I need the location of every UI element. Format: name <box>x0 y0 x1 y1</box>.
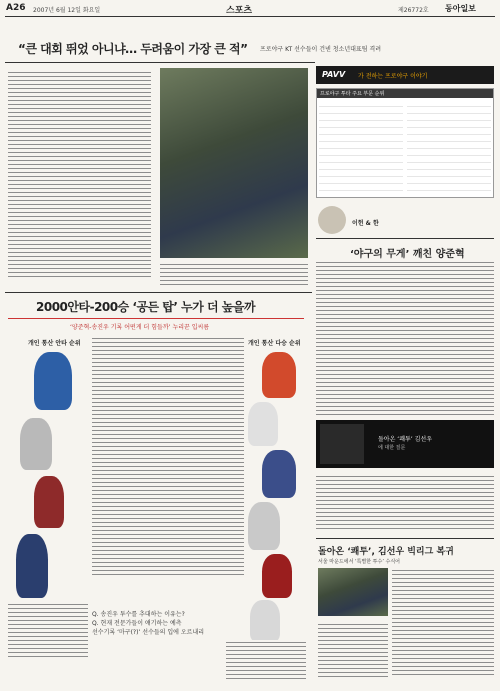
stats-table-right <box>407 100 491 194</box>
column-rule <box>316 238 494 239</box>
feature-subhead: ‘양준혁-송진우 기록 어떤게 더 힘들까’ 누리꾼 입씨름 <box>70 324 210 331</box>
qa-notes <box>92 610 222 637</box>
feature-headline: 2000안타-200승 ‘공든 탑’ 누가 더 높을까 <box>36 300 256 314</box>
player-figure-pitcher-1 <box>262 352 296 398</box>
feature-body <box>92 336 244 576</box>
player-figure-pitcher-6 <box>250 600 280 642</box>
bottom-story-subhead: 서울 마운드에서 ‘특별한 투수’ 수식어 <box>318 559 400 565</box>
wins-rank-list <box>226 640 306 680</box>
player-figure-hitter-1 <box>34 352 72 410</box>
pavv-logo: PAVV <box>322 70 346 79</box>
player-figure-pitcher-5 <box>262 554 292 598</box>
bottom-story-photo <box>318 568 388 616</box>
team-photo-caption <box>160 262 308 286</box>
box-quote-image <box>320 424 364 464</box>
pavv-ad-banner[interactable] <box>316 66 494 84</box>
newspaper-logo: 동아일보 <box>445 4 476 13</box>
bottom-story-body-right <box>392 568 494 678</box>
pavv-ad-text: 가 전하는 프로야구 이야기 <box>358 73 428 80</box>
stats-table-title: 프로야구 투타 주요 부문 순위 <box>317 89 493 98</box>
qa-line-3: 선수기록 ‘마구(?)’ 선수들의 입에 오르내리 <box>92 629 205 636</box>
box-quote <box>316 420 494 468</box>
player-figure-hitter-4 <box>16 534 48 598</box>
feature-red-rule <box>8 318 304 319</box>
section-title: 스포츠 <box>226 6 253 16</box>
box-quote-body <box>316 474 494 532</box>
bottom-story-body-left <box>318 622 388 678</box>
top-story-subhead: 프로야구 KT 선수들이 건넨 청소년대표팀 격려 <box>260 46 381 53</box>
hits-rank-title: 개인 통산 안타 순위 <box>28 340 81 347</box>
columnist-avatar <box>318 206 346 234</box>
player-figure-pitcher-4 <box>248 502 280 550</box>
issue-number: 제26772호 <box>398 7 429 14</box>
bottom-story-headline: 돌아온 ‘쾌투’, 김선우 빅리그 복귀 <box>318 547 454 557</box>
qa-line-2: Q. 현재 전문가들이 얘기하는 예측 <box>92 620 182 627</box>
stats-table-left <box>319 100 403 194</box>
box-quote-title: 돌아온 ‘쾌투’ 김선우 <box>378 436 432 443</box>
bottom-story-rule <box>316 538 494 539</box>
top-story-rule <box>5 62 315 63</box>
issue-date: 2007년 6월 12일 화요일 <box>33 7 101 14</box>
feature-rule-top <box>5 292 312 293</box>
qa-line-1: Q. 송진우 투수를 추대하는 이유는? <box>92 611 185 618</box>
player-figure-hitter-2 <box>20 418 52 470</box>
top-story-headline: “큰 대회 뛰었 아니냐… 두려움이 가장 큰 적” <box>18 42 248 56</box>
column-body <box>316 260 494 415</box>
header-rule <box>5 16 495 17</box>
player-figure-pitcher-2 <box>248 402 278 446</box>
wins-rank-title: 개인 통산 다승 순위 <box>248 340 301 347</box>
page-number: A26 <box>6 3 26 13</box>
stats-table <box>316 88 494 198</box>
player-figure-pitcher-3 <box>262 450 296 498</box>
team-photo <box>160 68 308 258</box>
box-quote-subtitle: 에 대한 질문 <box>378 445 406 451</box>
column-headline: ‘야구의 무게’ 깨친 양준혁 <box>350 249 465 260</box>
column-author: 이헌 & 한 <box>352 220 379 227</box>
player-figure-hitter-3 <box>34 476 64 528</box>
top-story-body <box>8 70 151 280</box>
hits-rank-list <box>8 602 88 657</box>
